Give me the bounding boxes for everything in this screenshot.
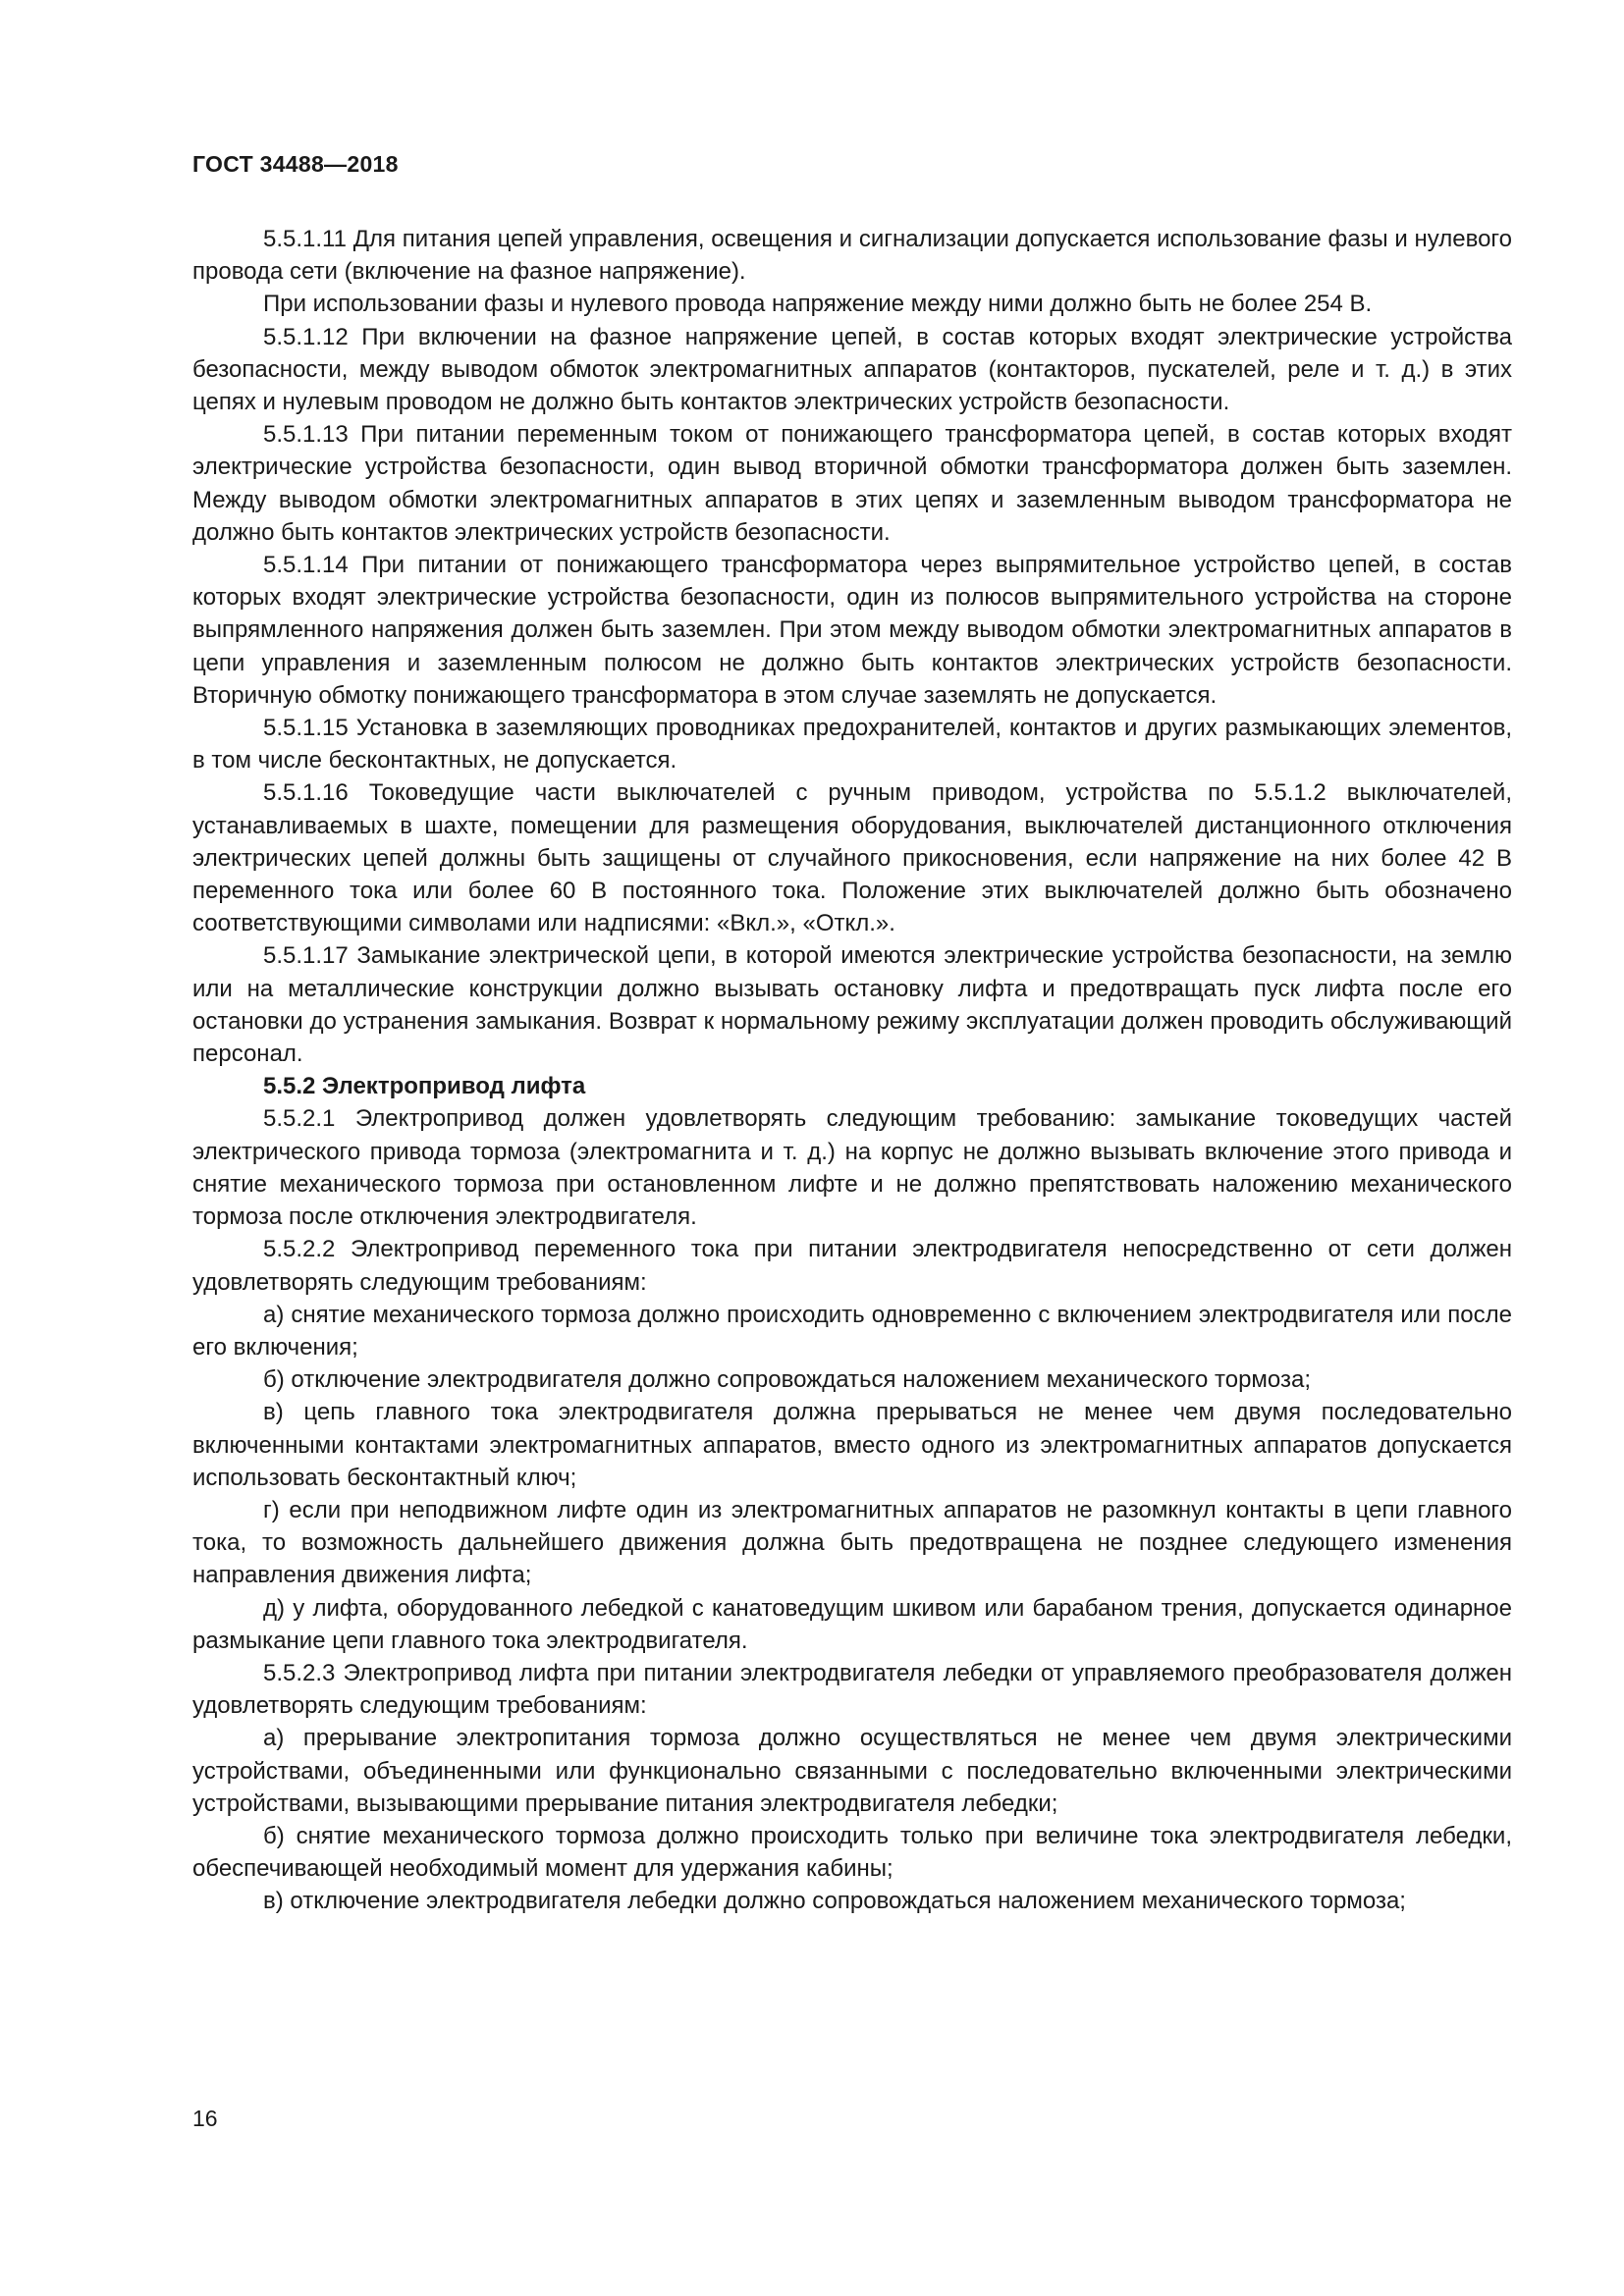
list-item: б) отключение электродвигателя должно сопровождаться наложением механического тормоза; <box>263 1366 1312 1394</box>
paragraph: 5.5.1.15 Установка в заземляющих проводниках предохранителей, контактов и других размыкающих элементов, в том числе бесконтактных, не допускается. <box>192 715 1512 774</box>
document-header: ГОСТ 34488—2018 <box>192 151 399 177</box>
document-body <box>192 223 1512 1918</box>
section-heading: 5.5.2 Электропривод лифта <box>263 1073 586 1100</box>
list-item: а) прерывание электропитания тормоза должно осуществляться не менее чем двумя электрическими устройствами, объединенными или функционально связанными с последовательно включенными электрическими устройствами, вызывающими прерывание питания электродвигателя лебедки; <box>192 1725 1512 1817</box>
paragraph: 5.5.2.2 Электропривод переменного тока при питании электродвигателя непосредственно от сети должен удовлетворять следующим требованиям: <box>192 1236 1512 1296</box>
paragraph: 5.5.1.17 Замыкание электрической цепи, в которой имеются электрические устройства безопасности, на землю или на металлические конструкции должно вызывать остановку лифта и предотвращать пуск лифта после его остановки до устранения замыкания. Возврат к нормальному режиму эксплуатации должен проводить обслуживающий персонал. <box>192 942 1512 1068</box>
list-item: б) снятие механического тормоза должно происходить только при величине тока электродвигателя лебедки, обеспечивающей необходимый момент для удержания кабины; <box>192 1822 1512 1883</box>
paragraph: 5.5.1.16 Токоведущие части выключателей с ручным приводом, устройства по 5.5.1.2 выключателей, устанавливаемых в шахте, помещении для размещения оборудования, выключателей дистанционного отключения электрических цепей должны быть защищены от случайного прикосновения, если напряжение на них более 42 В переменного тока или более 60 В постоянного тока. Положение этих выключателей должно быть обозначено соответствующими символами или надписями: «Вкл.», «Откл.». <box>192 779 1512 937</box>
paragraph: 5.5.1.11 Для питания цепей управления, освещения и сигнализации допускается использование фазы и нулевого провода сети (включение на фазное напряжение). <box>192 226 1512 286</box>
list-item: г) если при неподвижном лифте один из электромагнитных аппаратов не разомкнул контакты в цепи главного тока, то возможность дальнейшего движения должна быть предотвращена не позднее следующего изменения направления движения лифта; <box>192 1496 1512 1589</box>
paragraph: 5.5.1.12 При включении на фазное напряжение цепей, в состав которых входят электрические устройства безопасности, между выводом обмоток электромагнитных аппаратов (контакторов, пускателей, реле и т. д.) в этих цепях и нулевым проводом не должно быть контактов электрических устройств безопасности. <box>192 323 1512 416</box>
page-number: 16 <box>192 2106 218 2131</box>
list-item: в) цепь главного тока электродвигателя должна прерываться не менее чем двумя последовательно включенными контактами электромагнитных аппаратов, вместо одного из электромагнитных аппаратов допускается использовать бесконтактный ключ; <box>192 1399 1512 1491</box>
paragraph: 5.5.1.13 При питании переменным током от понижающего трансформатора цепей, в состав которых входят электрические устройства безопасности, один вывод вторичной обмотки трансформатора должен быть заземлен. Между выводом обмотки электромагнитных аппаратов в этих цепях и заземленным выводом трансформатора не должно быть контактов электрических устройств безопасности. <box>192 421 1512 546</box>
list-item: а) снятие механического тормоза должно происходить одновременно с включением электродвигателя или после его включения; <box>192 1301 1512 1361</box>
paragraph: 5.5.1.14 При питании от понижающего трансформатора через выпрямительное устройство цепей, в состав которых входят электрические устройства безопасности, один из полюсов выпрямительного устройства на стороне выпрямленного напряжения должен быть заземлен. При этом между выводом обмотки электромагнитных аппаратов в цепи управления и заземленным полюсом не должно быть контактов электрических устройств безопасности. Вторичную обмотку понижающего трансформатора в этом случае заземлять не допускается. <box>192 552 1512 709</box>
paragraph: При использовании фазы и нулевого провода напряжение между ними должно быть не более 254 В. <box>263 291 1373 318</box>
paragraph: 5.5.2.1 Электропривод должен удовлетворять следующим требованию: замыкание токоведущих частей электрического привода тормоза (электромагнита и т. д.) на корпус не должно вызывать включение этого привода и снятие механического тормоза при остановленном лифте и не должно препятствовать наложению механического тормоза после отключения электродвигателя. <box>192 1105 1512 1231</box>
list-item: в) отключение электродвигателя лебедки должно сопровождаться наложением механического тормоза; <box>263 1888 1406 1915</box>
paragraph: 5.5.2.3 Электропривод лифта при питании электродвигателя лебедки от управляемого преобразователя должен удовлетворять следующим требованиям: <box>192 1659 1512 1720</box>
list-item: д) у лифта, оборудованного лебедкой с канатоведущим шкивом или барабаном трения, допускается одинарное размыкание цепи главного тока электродвигателя. <box>192 1594 1512 1654</box>
